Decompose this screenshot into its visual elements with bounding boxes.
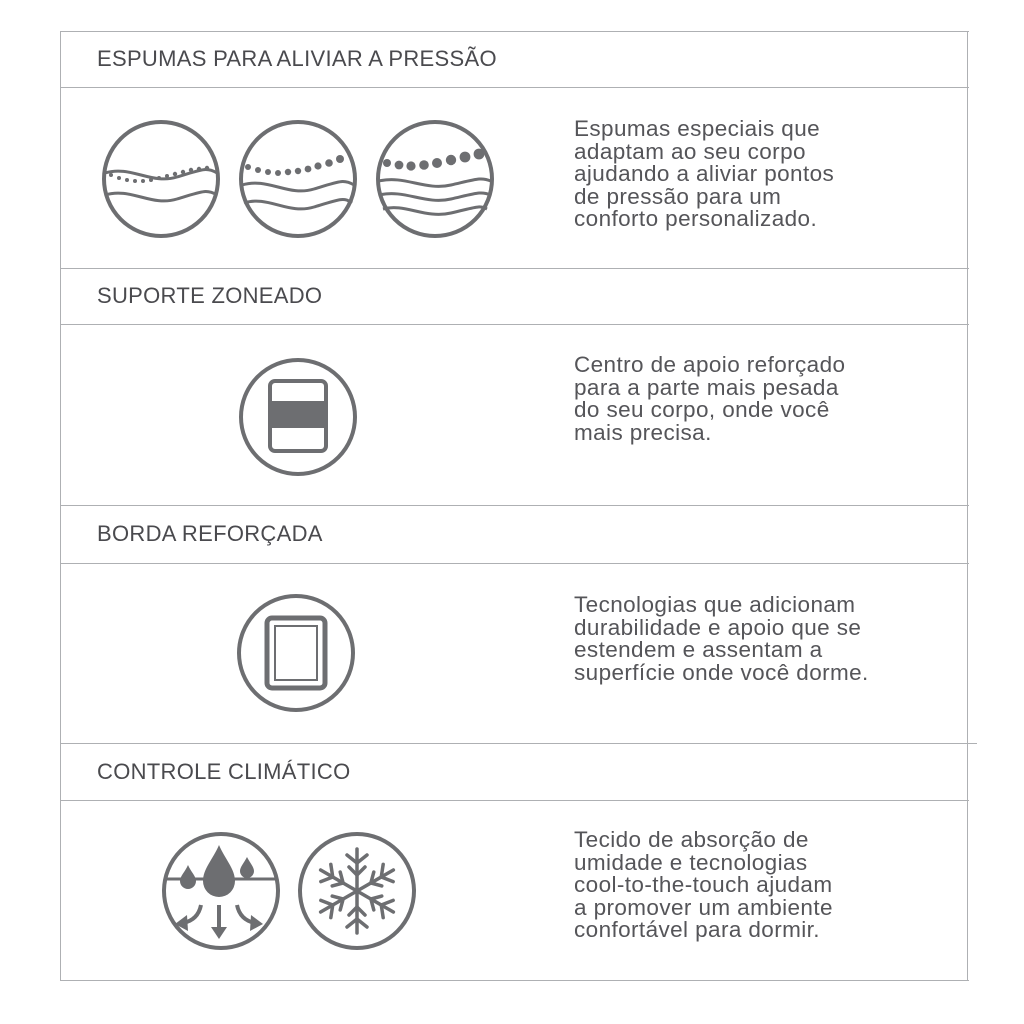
section-title-reinforced-edge: BORDA REFORÇADA xyxy=(97,521,323,546)
section-description-reinforced-edge: Tecnologias que adicionam durabilidade e apoio que se estendem e assentam a superfície onde você dorme. xyxy=(574,592,869,685)
foam-firm-icon xyxy=(375,119,495,239)
section-title-pressure-relief: ESPUMAS PARA ALIVIAR A PRESSÃO xyxy=(97,46,497,71)
rule xyxy=(60,800,969,801)
section-description-climate-control: Tecido de absorção de umidade e tecnologias cool-to-the-touch ajudam a promover um ambiente confortável para dormir. xyxy=(574,827,833,942)
rule xyxy=(60,743,977,744)
rule xyxy=(60,268,969,269)
section-description-zoned-support: Centro de apoio reforçado para a parte mais pesada do seu corpo, onde você mais precisa. xyxy=(574,352,846,445)
foam-soft-icon xyxy=(101,119,221,239)
rule xyxy=(60,980,969,981)
rule xyxy=(60,505,969,506)
rule xyxy=(60,87,969,88)
moisture-wicking-icon xyxy=(161,831,281,951)
section-title-zoned-support: SUPORTE ZONEADO xyxy=(97,283,323,308)
rule xyxy=(60,31,969,32)
section-title-climate-control: CONTROLE CLIMÁTICO xyxy=(97,759,351,784)
zoned-support-icon xyxy=(238,357,358,477)
snowflake-icon xyxy=(297,831,417,951)
section-description-pressure-relief: Espumas especiais que adaptam ao seu corpo ajudando a aliviar pontos de pressão para um conforto personalizado. xyxy=(574,116,835,231)
reinforced-edge-icon xyxy=(236,593,356,713)
rule xyxy=(60,324,969,325)
rule xyxy=(60,563,969,564)
foam-medium-icon xyxy=(238,119,358,239)
